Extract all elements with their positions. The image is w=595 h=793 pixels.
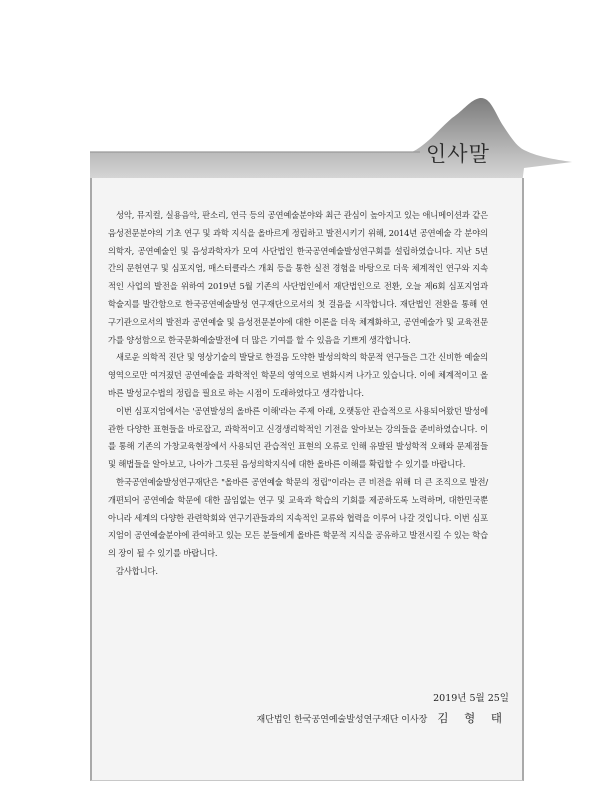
mountain-header-graphic: [0, 0, 595, 200]
paragraph-3: 이번 심포지엄에서는 '공연발성의 올바른 이해'라는 주제 아래, 오랫동안 관습적으로 사용되어왔던 발성에 관한 다양한 표현들을 바로잡고, 과학적이고 신경생리학적인 기전을 알아보는 강의들을 준비하였습니다. 이를 통해 기존의 가창교육현장에서 사용되던 관습적인 표현의 오류로 인해 유발된 발성학적 오해와 문제점들 및 해법들을 알아보고, 나아가 그릇된 음성의학지식에 대한 올바른 이해를 확립할 수 있기를 바랍니다.: [108, 405, 488, 470]
greeting-body: [108, 207, 488, 581]
page-title: 인사말: [426, 142, 490, 166]
paragraph-1: 성악, 뮤지컬, 실용음악, 판소리, 연극 등의 공연예술분야와 최근 관심이 높아지고 있는 애니메이션과 같은 음성전문분야의 기초 연구 및 과학 지식을 올바르게 정립하고 발전시키기 위해, 2014년 공연예술 각 분야의 의학자, 공연예술인 및 음성과학자가 모여 사단법인 한국공연예술발성연구회를 설립하였습니다. 지난 5년 간의 문헌연구 및 심포지엄, 매스터클라스 개최 등을 통한 실전 경험을 바탕으로 더욱 체계적인 연구와 지속적인 사업의 발전을 위하여 2019년 5월 기존의 사단법인에서 재단법인으로 전환, 오늘 제6회 심포지엄과 학술지를 발간함으로 한국공연예술발성 연구재단으로서의 첫 걸음을 시작합니다. 재단법인 전환을 통해 연구기관으로서의 발전과 공연예술 및 음성전문분야에 대한 이론을 더욱 체계화하고, 공연예술가 및 교육전문가를 양성함으로 한국문화예술발전에 더 많은 기여를 할 수 있음을 기쁘게 생각합니다.: [108, 210, 488, 345]
paragraph-4: 한국공연예술발성연구재단은 "올바른 공연예술 학문의 정립"이라는 큰 비전을 위해 더 큰 조직으로 발전/개편되어 공연예술 학문에 대한 끊임없는 연구 및 교육과 학습의 기회를 제공하도록 노력하며, 대한민국뿐 아니라 세계의 다양한 관련학회와 연구기관들과의 지속적인 교류와 협력을 이루어 나갈 것입니다. 이번 심포지엄이 공연예술분야에 관여하고 있는 모든 분들에게 올바른 학문적 지식을 공유하고 발전시킬 수 있는 학습의 장이 될 수 있기를 바랍니다.: [108, 476, 488, 559]
paragraph-closing: 감사합니다.: [116, 565, 158, 576]
signer-name: 김 형 태: [437, 711, 508, 725]
paragraph-2: 새로운 의학적 진단 및 영상기술의 발달로 한걸음 도약한 발성의학의 학문적 연구들은 그간 신비한 예술의 영역으로만 여겨졌던 공연예술을 과학적인 학문의 영역으로 변화시켜 나가고 있습니다. 이에 체계적이고 올바른 발성교수법의 정립을 필요로 하는 시점이 도래하였다고 생각합니다.: [108, 352, 488, 398]
signature-line: [256, 710, 508, 726]
letter-date: 2019년 5월 25일: [433, 693, 509, 704]
signer-organization: 재단법인 한국공연예술발성연구재단 이사장: [256, 715, 428, 725]
